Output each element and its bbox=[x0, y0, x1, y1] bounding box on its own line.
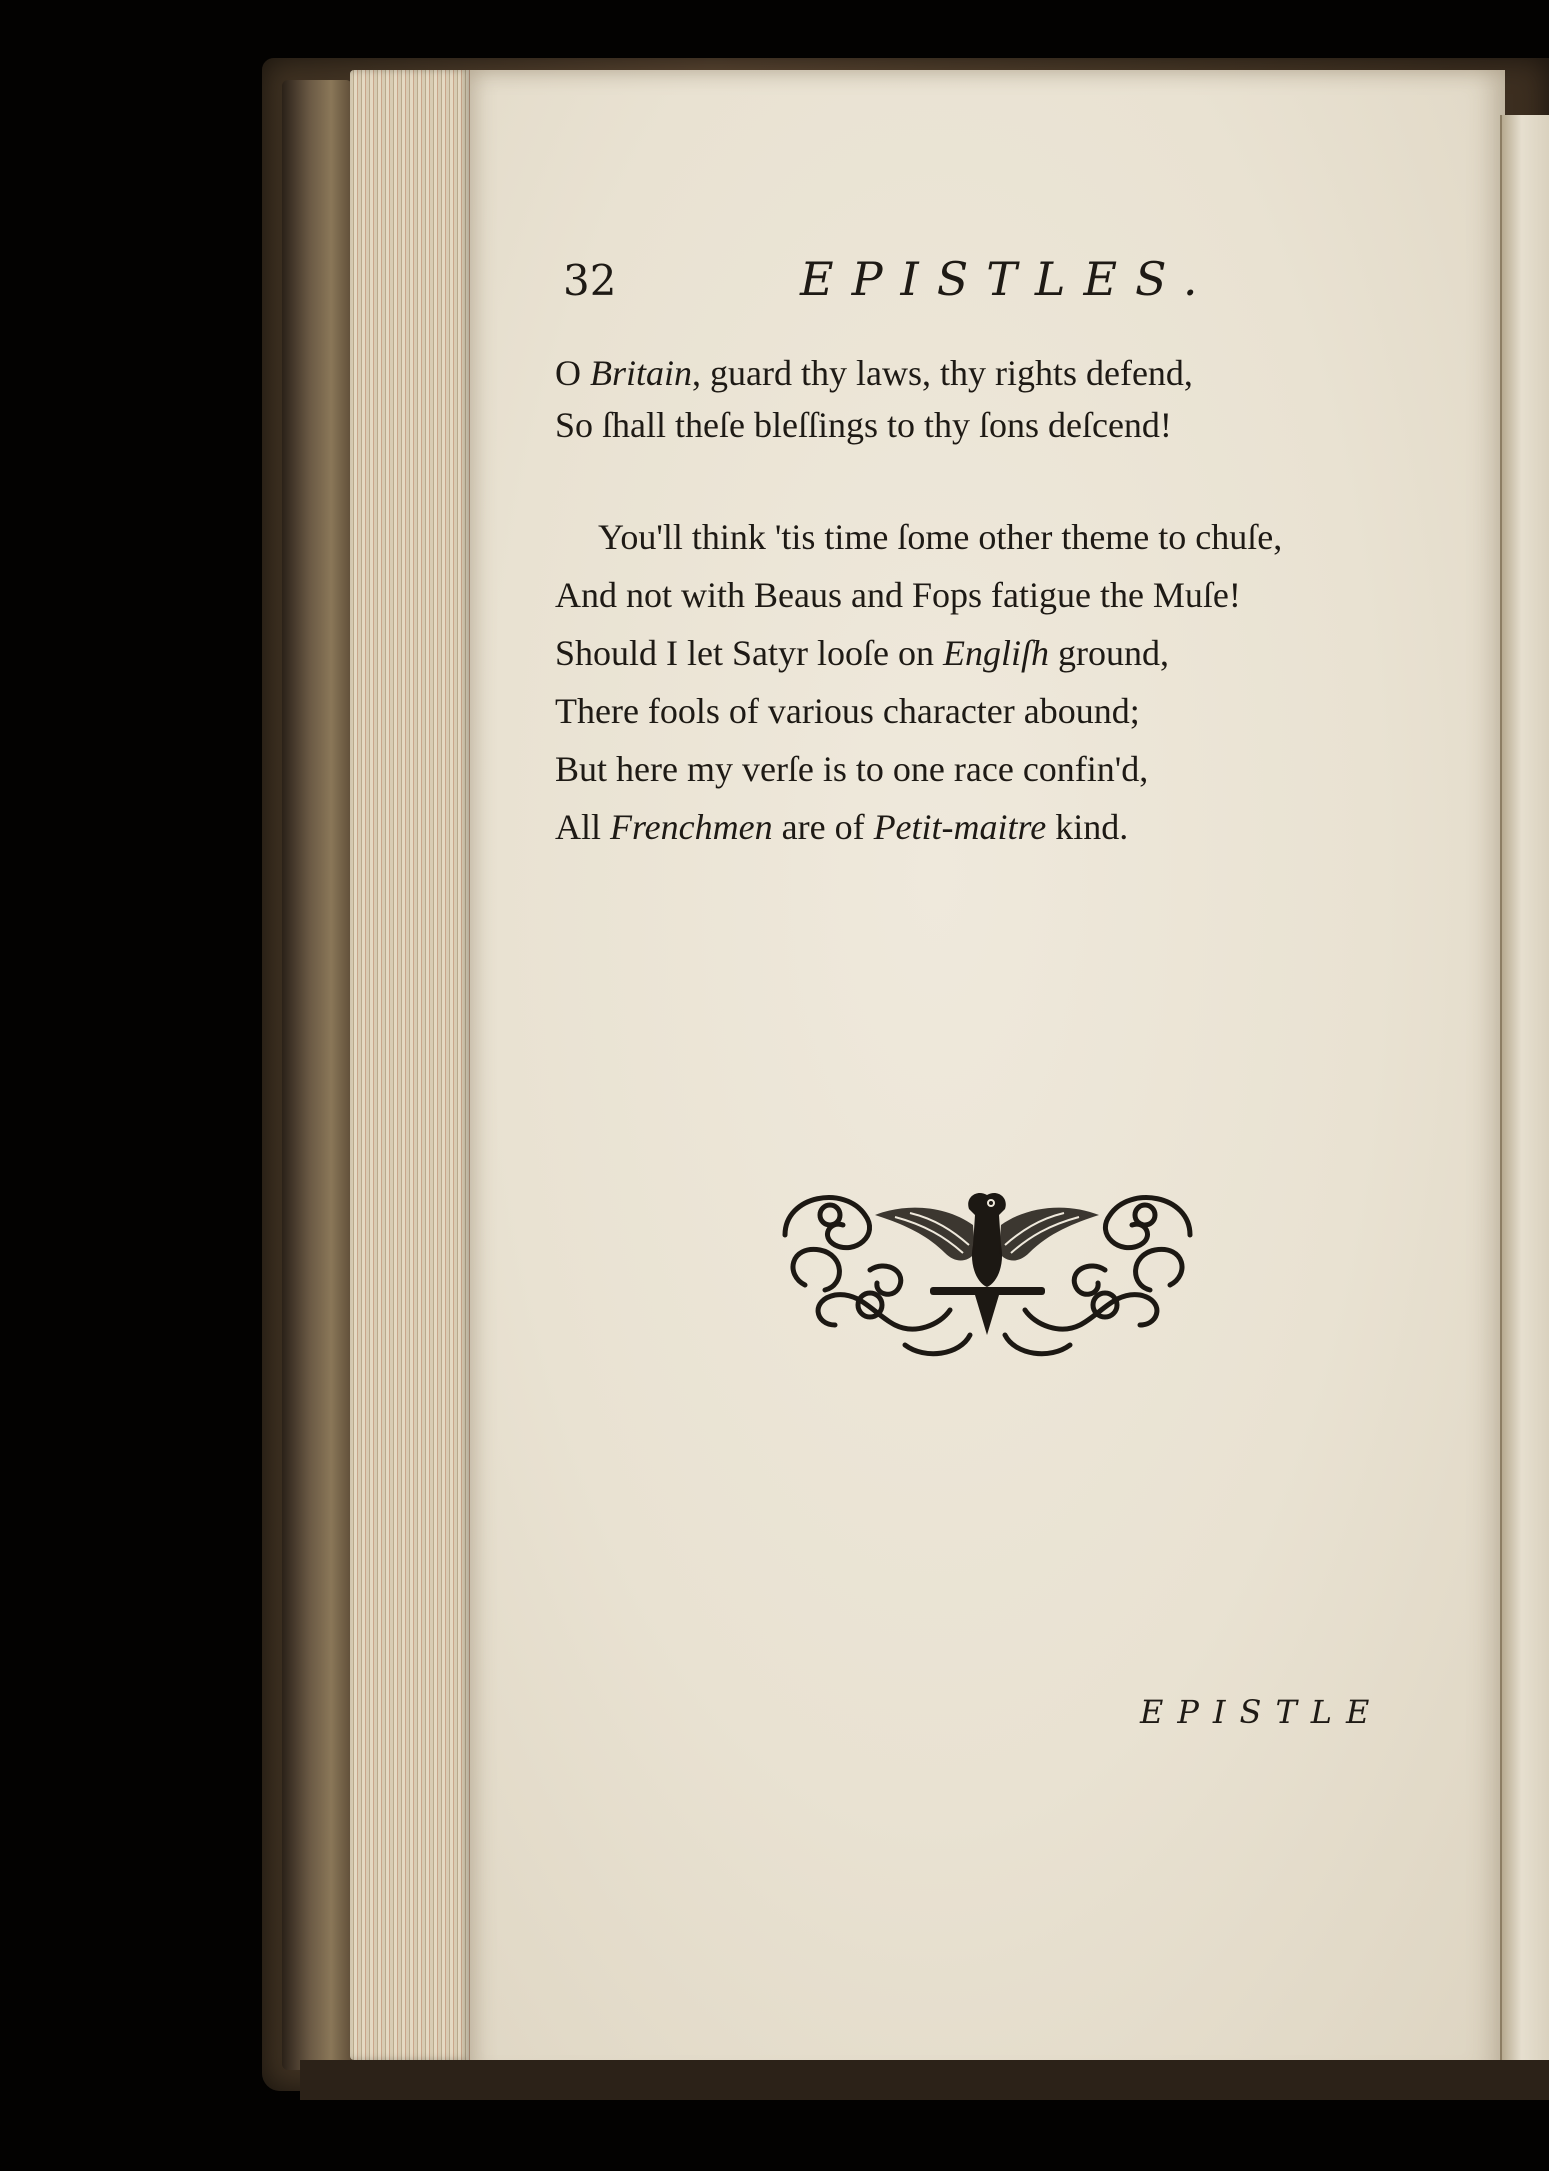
verse-text: , guard thy laws, thy rights defend, bbox=[692, 353, 1193, 393]
catchword: EPISTLE bbox=[1140, 1693, 1384, 1731]
verse-line bbox=[555, 574, 1241, 616]
page-edges bbox=[350, 70, 470, 2060]
eagle-ornament-icon bbox=[775, 1175, 1200, 1365]
verse-text: All bbox=[555, 807, 611, 847]
verse-text: There fools of various character abound; bbox=[555, 691, 1140, 731]
verse-line bbox=[555, 748, 1148, 790]
verse-text: And not with Beaus and Fops fatigue the Muſe! bbox=[555, 575, 1241, 615]
verse-text: ground, bbox=[1048, 633, 1169, 673]
verse-text: Should I let Satyr looſe on bbox=[555, 633, 943, 673]
facing-page-edge bbox=[1500, 115, 1549, 2090]
verse-text: are of bbox=[772, 807, 874, 847]
verse-text: O bbox=[555, 353, 590, 393]
verse-line bbox=[555, 806, 1128, 848]
verse-italic: Petit-maitre bbox=[873, 807, 1047, 847]
verse-italic: Britain bbox=[590, 353, 693, 393]
verse-line bbox=[598, 516, 1282, 558]
verse-italic: Engliſh bbox=[942, 633, 1049, 673]
verse-text: You'll think 'tis time ſome other theme to chuſe, bbox=[598, 517, 1283, 557]
book-spine bbox=[282, 80, 352, 2070]
verse-text: kind. bbox=[1046, 807, 1129, 847]
verse-line bbox=[555, 632, 1169, 674]
book-bottom-edge bbox=[300, 2060, 1549, 2100]
verse-text: But here my verſe is to one race confin'd, bbox=[555, 749, 1149, 789]
running-head: EPISTLES. bbox=[800, 252, 1216, 306]
verse-italic: Frenchmen bbox=[610, 807, 773, 847]
verse-line bbox=[555, 690, 1140, 732]
verse-text: So ſhall theſe bleſſings to thy ſons deſcend! bbox=[555, 405, 1172, 445]
verse-line bbox=[555, 404, 1172, 446]
verse-line bbox=[555, 352, 1193, 394]
page-number: 32 bbox=[563, 256, 617, 305]
